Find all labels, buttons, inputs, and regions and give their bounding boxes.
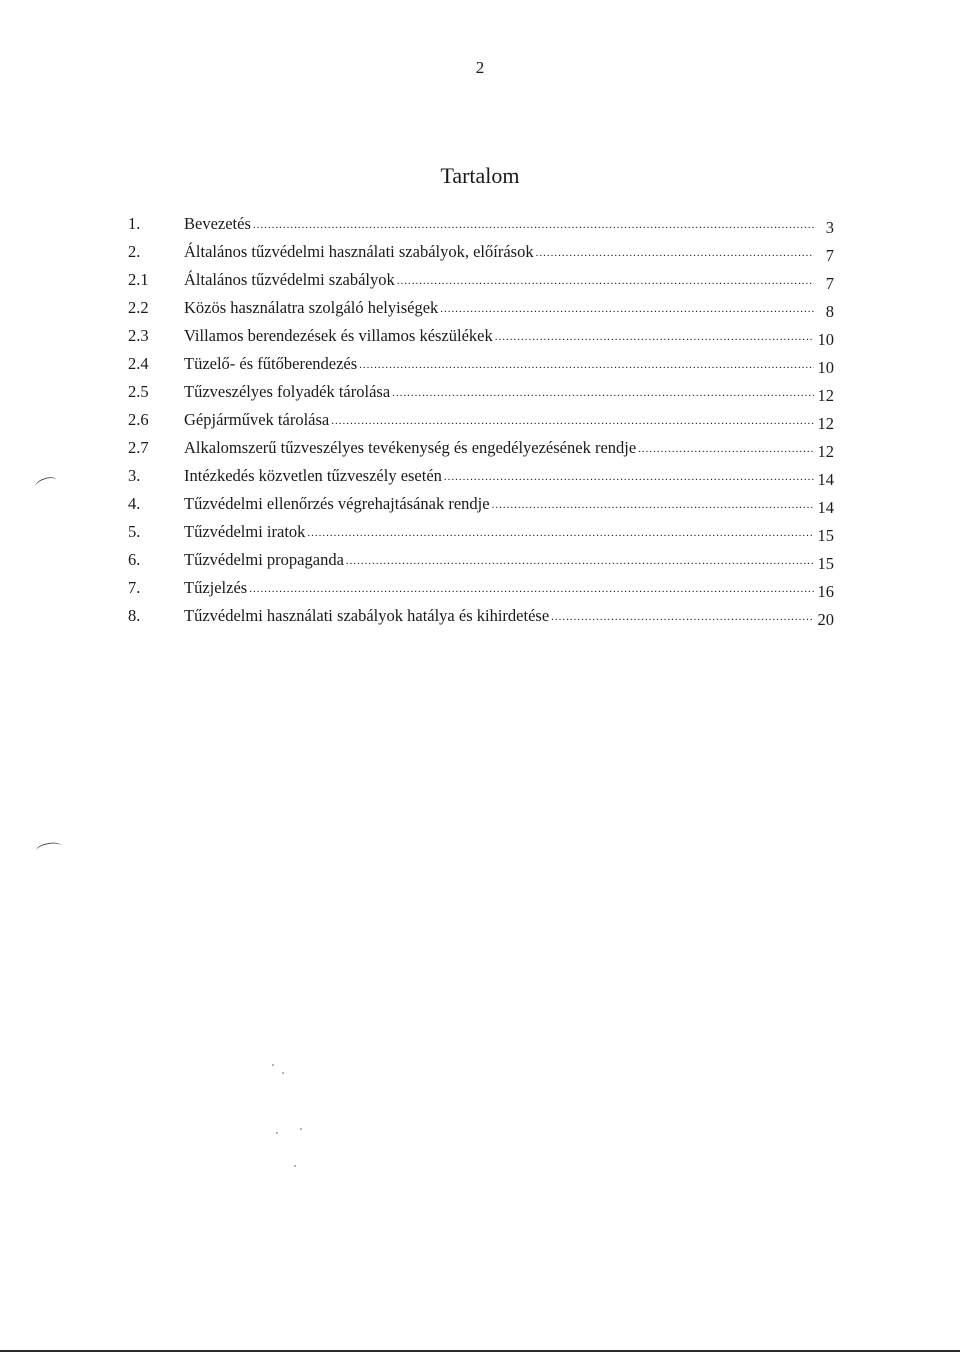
toc-entry-title: Tűzvédelmi propaganda (184, 550, 344, 569)
toc-entry-number: 6. (128, 550, 141, 569)
toc-entry-page: 16 (817, 582, 834, 601)
toc-dot-leader (359, 351, 814, 379)
toc-entry-title: Közös használatra szolgáló helyiségek (184, 298, 439, 317)
toc-entry (128, 518, 834, 546)
toc-entry-page: 10 (817, 330, 834, 349)
toc-entry-page: 14 (817, 470, 834, 489)
toc-dot-leader (392, 379, 814, 407)
toc-entry-number: 7. (128, 578, 141, 597)
toc-dot-leader (495, 323, 814, 351)
toc-entry (128, 322, 834, 350)
toc-entry (128, 602, 834, 630)
toc-entry-number: 5. (128, 522, 141, 541)
toc-entry-page: 12 (817, 442, 834, 461)
toc-entry (128, 490, 834, 518)
scan-specks (270, 1060, 350, 1180)
toc-entry-page: 14 (817, 498, 834, 517)
toc-dot-leader (307, 519, 814, 547)
speck (272, 1064, 274, 1066)
toc-entry-number: 8. (128, 606, 141, 625)
toc-dot-leader (444, 463, 814, 491)
toc-entry-page: 12 (817, 386, 834, 405)
toc-entry-page: 3 (825, 218, 834, 237)
speck (276, 1132, 278, 1134)
speck (300, 1128, 302, 1130)
toc-entry-number: 2.6 (128, 410, 149, 429)
toc-entry-number: 2.2 (128, 298, 149, 317)
toc-entry-page: 12 (817, 414, 834, 433)
table-of-contents (128, 210, 834, 630)
toc-entry-page: 8 (825, 302, 834, 321)
toc-dot-leader (551, 603, 814, 631)
toc-entry-title: Tűzvédelmi ellenőrzés végrehajtásának rendje (184, 494, 490, 513)
toc-entry (128, 238, 834, 266)
toc-entry-number: 3. (128, 466, 141, 485)
toc-entry-title: Tűzveszélyes folyadék tárolása (184, 382, 391, 401)
toc-entry-page: 15 (817, 526, 834, 545)
toc-dot-leader (536, 239, 814, 267)
speck (294, 1165, 296, 1167)
toc-entry-title: Tűzjelzés (184, 578, 248, 597)
toc-entry-title: Tűzvédelmi használati szabályok hatálya és kihirdetése (184, 606, 550, 625)
toc-entry (128, 350, 834, 378)
toc-dot-leader (440, 295, 814, 323)
toc-entry-title: Gépjárművek tárolása (184, 410, 330, 429)
scan-mark (35, 841, 63, 856)
scan-edge-line (0, 1350, 960, 1352)
scan-mark (34, 475, 58, 492)
toc-entry (128, 462, 834, 490)
toc-entry (128, 378, 834, 406)
toc-dot-leader (638, 435, 814, 463)
toc-entry (128, 406, 834, 434)
toc-dot-leader (249, 575, 814, 603)
page-number: 2 (475, 58, 485, 77)
speck (282, 1072, 284, 1074)
toc-entry-page: 15 (817, 554, 834, 573)
toc-entry-number: 2.5 (128, 382, 149, 401)
toc-entry-number: 2.4 (128, 354, 149, 373)
toc-entry (128, 210, 834, 238)
toc-entry (128, 266, 834, 294)
toc-dot-leader (346, 547, 814, 575)
toc-entry-number: 1. (128, 214, 141, 233)
toc-entry-title: Általános tűzvédelmi használati szabályok, előírások (184, 242, 534, 261)
toc-entry (128, 546, 834, 574)
toc-entry (128, 434, 834, 462)
toc-dot-leader (331, 407, 814, 435)
toc-entry-page: 10 (817, 358, 834, 377)
toc-entry-page: 20 (817, 610, 834, 629)
toc-entry-page: 7 (825, 274, 834, 293)
toc-entry-title: Tűzvédelmi iratok (184, 522, 306, 541)
toc-dot-leader (397, 267, 814, 295)
toc-entry-number: 2.7 (128, 438, 149, 457)
toc-entry-title: Bevezetés (184, 214, 251, 233)
toc-entry-title: Általános tűzvédelmi szabályok (184, 270, 395, 289)
toc-entry (128, 294, 834, 322)
toc-entry-number: 4. (128, 494, 141, 513)
toc-entry-number: 2.1 (128, 270, 149, 289)
toc-entry-title: Villamos berendezések és villamos készülékek (184, 326, 493, 345)
toc-entry (128, 574, 834, 602)
toc-entry-title: Alkalomszerű tűzveszélyes tevékenység és engedélyezésének rendje (184, 438, 637, 457)
toc-entry-title: Intézkedés közvetlen tűzveszély esetén (184, 466, 442, 485)
toc-entry-page: 7 (825, 246, 834, 265)
toc-entry-number: 2.3 (128, 326, 149, 345)
toc-dot-leader (253, 211, 814, 239)
toc-dot-leader (492, 491, 814, 519)
toc-entry-number: 2. (128, 242, 141, 261)
page-title: Tartalom (440, 163, 520, 188)
toc-entry-title: Tüzelő- és fűtőberendezés (184, 354, 358, 373)
